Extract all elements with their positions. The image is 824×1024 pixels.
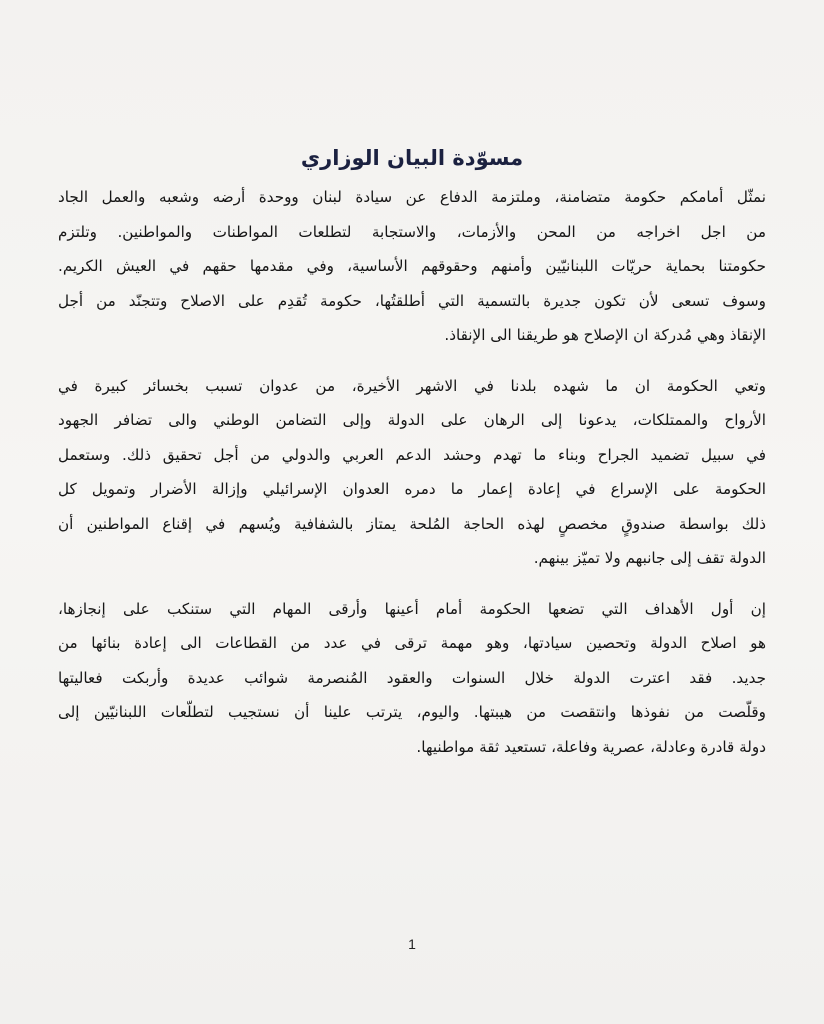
text-line: الحكومة على الإسراع في إعادة إعمار ما دمره العدوان الإسرائيلي وإزالة الأضرار وتمويل كل [58, 480, 766, 498]
text-line: الأرواح والممتلكات، يدعونا إلى الرهان على الدولة وإلى التضامن الوطني والى تضافر الجهود [58, 411, 766, 429]
document-body [58, 180, 766, 764]
paragraph-1 [58, 180, 766, 353]
text-line: وتعي الحكومة ان ما شهده بلدنا في الاشهر الأخيرة، من عدوان تسبب بخسائر كبيرة في [58, 376, 766, 395]
text-line: ذلك بواسطة صندوقٍ مخصصٍ لهذه الحاجة المُلحة يمتاز بالشفافية ويُسهم في إقناع المواطنين أن [58, 514, 766, 533]
text-line: دولة قادرة وعادلة، عصرية وفاعلة، تستعيد ثقة مواطنيها. [416, 737, 766, 756]
text-line: حكومتنا بحماية حريّات اللبنانيّين وأمنهم وحقوقهم الأساسية، وفي مقدمها حقهم في العيش الكريم. [58, 257, 766, 275]
text-line: وقلّصت من نفوذها وانتقصت من هيبتها. واليوم، يترتب علينا أن نستجيب لتطلّعات اللبنانيّين إلى [58, 703, 766, 721]
document-title: مسوّدة البيان الوزاري [300, 146, 524, 171]
text-line: جديد. فقد اعترت الدولة خلال السنوات والعقود المُنصرمة شوائب عديدة وأربكت فعاليتها [58, 668, 766, 687]
text-line: في سبيل تضميد الجراح وبناء ما تهدم وحشد الدعم العربي والدولي من أجل تحقيق ذلك. وستعمل [58, 445, 766, 464]
text-line: من اجل اخراجه من المحن والأزمات، والاستجابة لتطلعات المواطنات والمواطنين. وتلتزم [58, 222, 766, 241]
text-line: إن أول الأهداف التي تضعها الحكومة أمام أعينها وأرقى المهام التي ستنكب على إنجازها، [58, 599, 766, 618]
page-number: 1 [408, 936, 416, 952]
text-line: نمثّل أمامكم حكومة متضامنة، وملتزمة الدفاع عن سيادة لبنان ووحدة أرضه وشعبه والعمل الجاد [58, 188, 766, 206]
paragraph-3 [58, 592, 766, 765]
text-line: الدولة تقف إلى جانبهم ولا تميّز بينهم. [533, 549, 766, 567]
text-line: وسوف تسعى لأن تكون جديرة بالتسمية التي أطلقتُها، حكومة تُقدِم على الاصلاح وتتجنّد من أجل [58, 291, 766, 310]
paragraph-2 [58, 369, 766, 576]
text-line: الإنقاذ وهي مُدركة ان الإصلاح هو طريقنا الى الإنقاذ. [444, 326, 766, 344]
text-line: هو اصلاح الدولة وتحصين سيادتها، وهو مهمة ترقى في عدد من القطاعات الى إعادة بنائها من [58, 634, 766, 652]
